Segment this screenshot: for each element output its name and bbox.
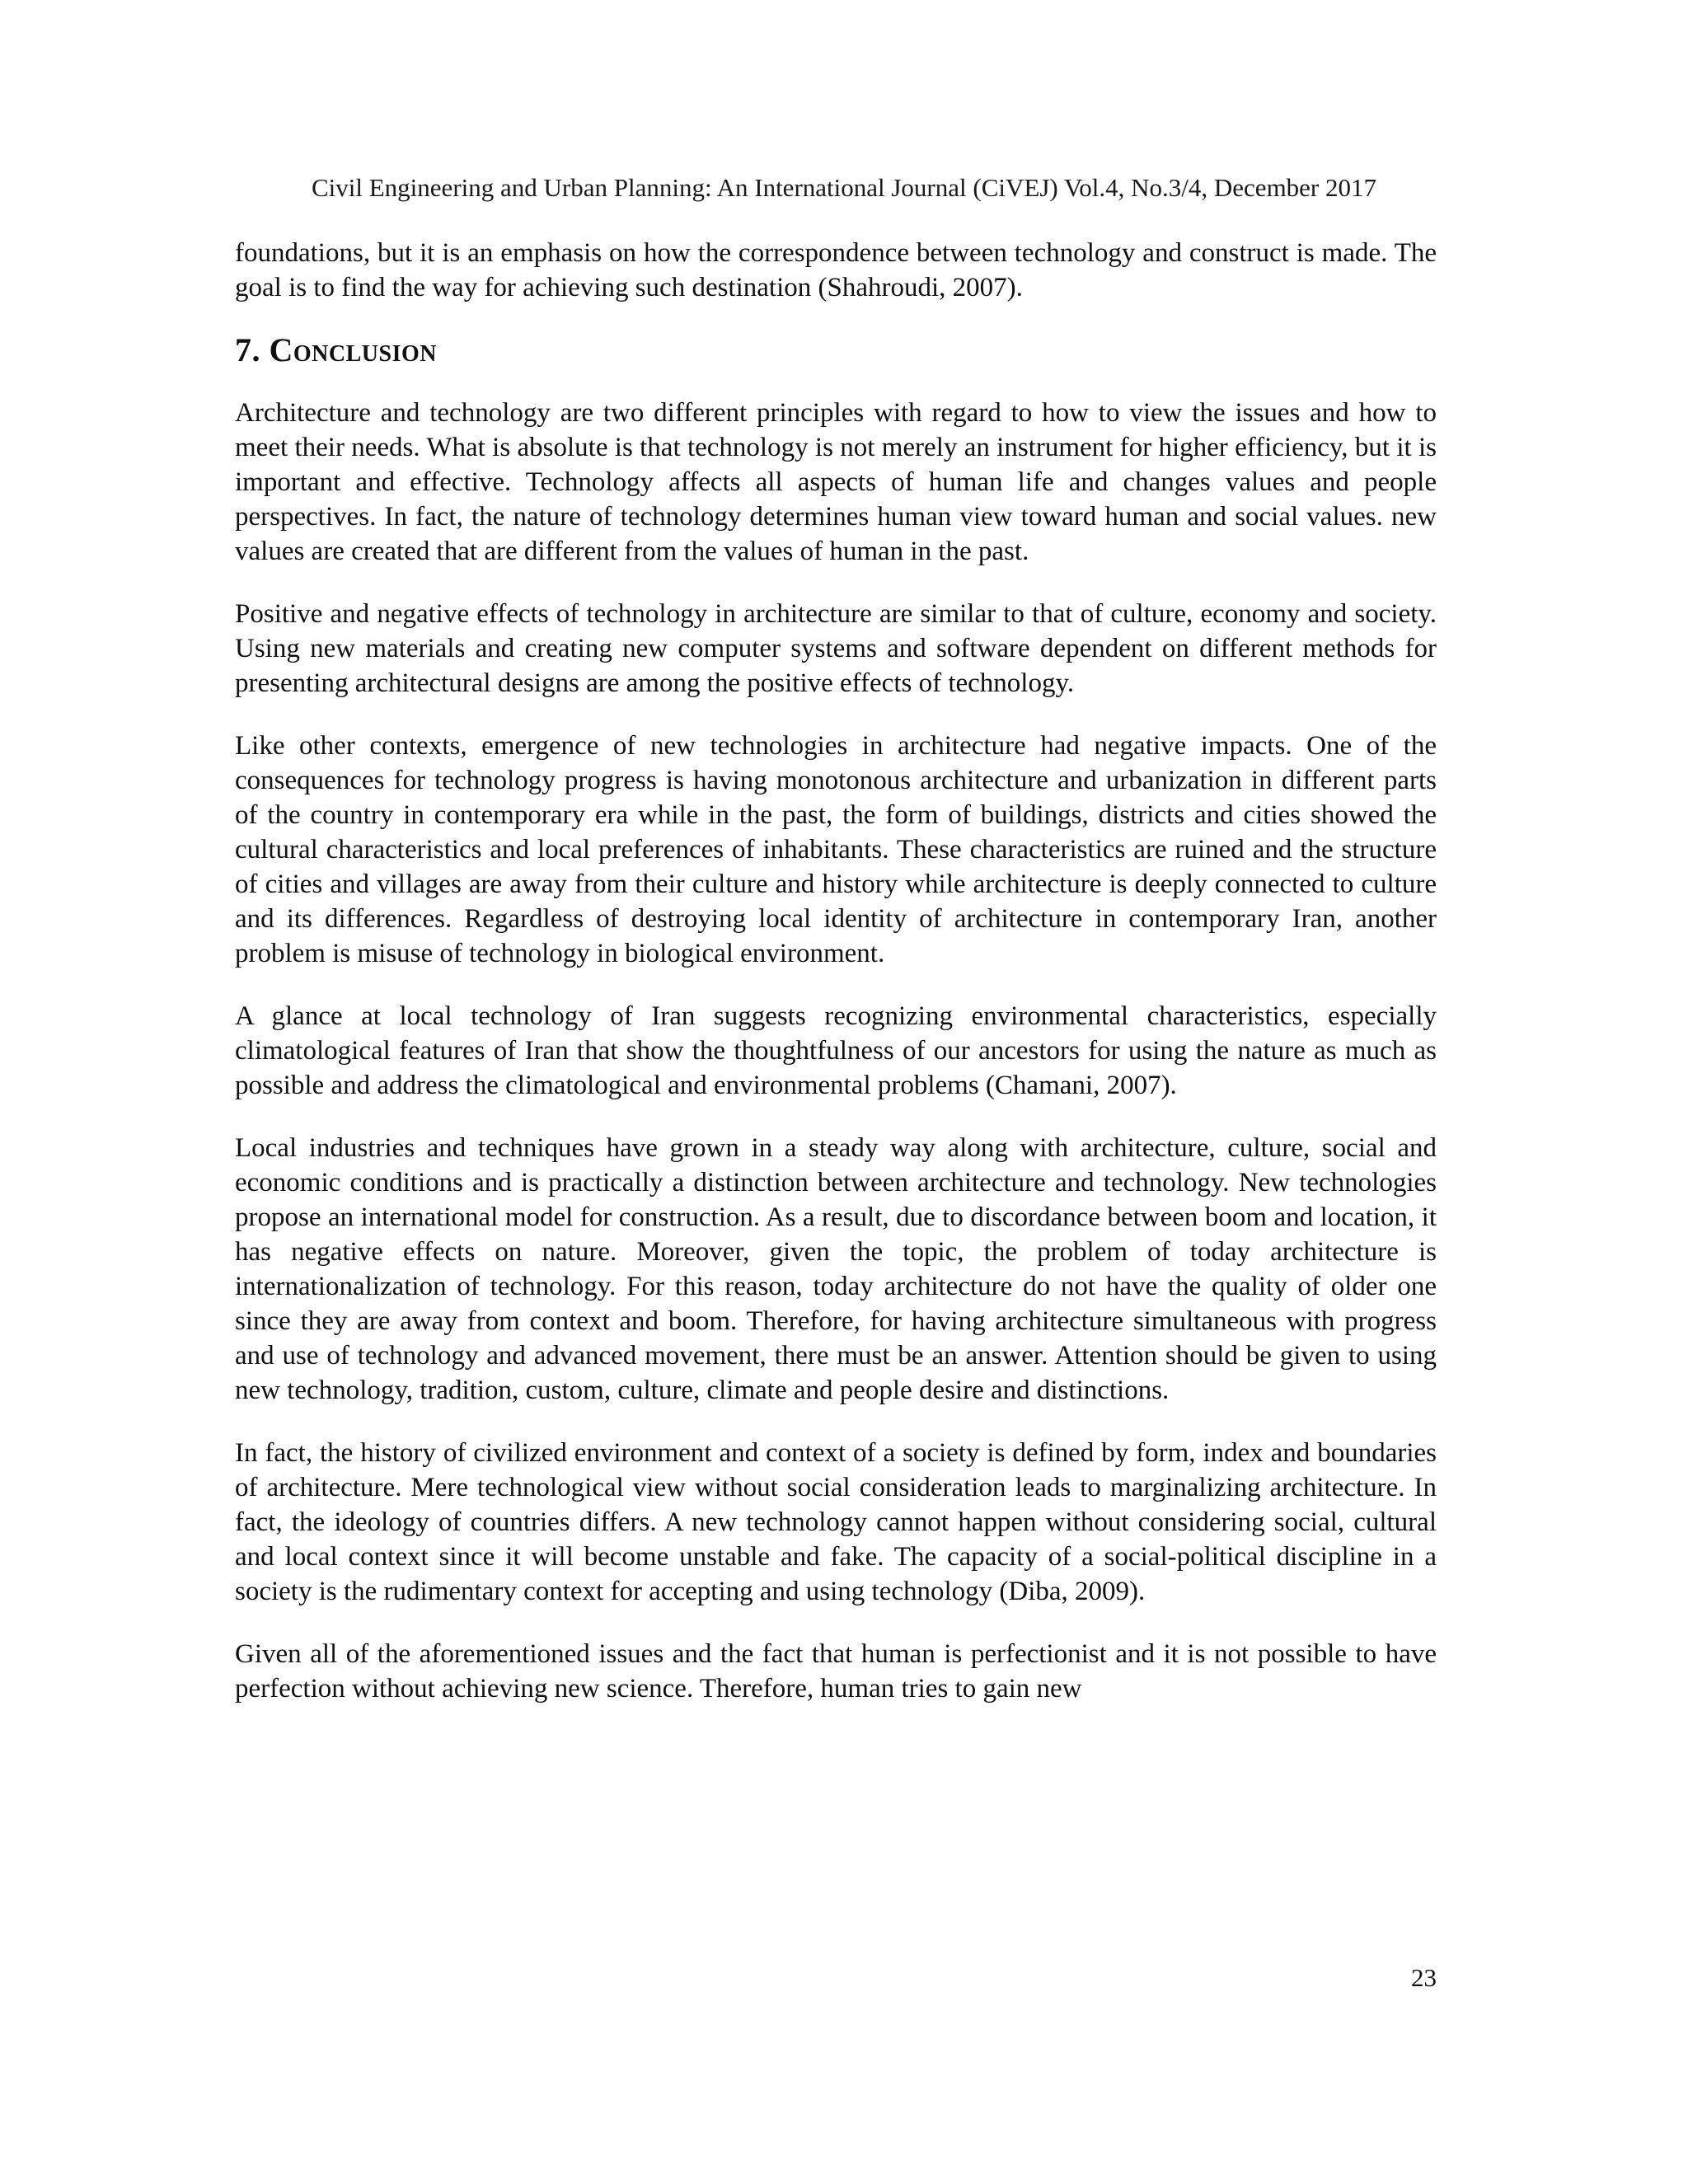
running-header: Civil Engineering and Urban Planning: An International Journal (CiVEJ) Vol.4, No.3/4, December 2017	[311, 173, 1377, 202]
paragraph: Local industries and techniques have grown in a steady way along with architecture, culture, social and economic conditions and is practically a distinction between architecture and technology. New technologies propose an international model for construction. As a result, due to discordance between boom and location, it has negative effects on nature. Moreover, given the topic, the problem of today architecture is internationalization of technology. For this reason, today architecture do not have the quality of older one since they are away from context and boom. Therefore, for having architecture simultaneous with progress and use of technology and advanced movement, there must be an answer. Attention should be given to using new technology, tradition, custom, culture, climate and people desire and distinctions.	[235, 1133, 1437, 1405]
page-number: 23	[1411, 1963, 1437, 1992]
section-number: 7.	[235, 331, 260, 368]
section-title: Conclusion	[269, 331, 437, 368]
paragraph: A glance at local technology of Iran suggests recognizing environmental characteristics, especially climatological features of Iran that show the thoughtfulness of our ancestors for using the nature as much as possible and address the climatological and environmental problems (Chamani, 2007).	[235, 1001, 1437, 1100]
body-column	[235, 236, 1437, 1734]
paragraph: In fact, the history of civilized environment and context of a society is defined by form, index and boundaries of architecture. Mere technological view without social consideration leads to marginalizing architecture. In fact, the ideology of countries differs. A new technology cannot happen without considering social, cultural and local context since it will become unstable and fake. The capacity of a social-political discipline in a society is the rudimentary context for accepting and using technology (Diba, 2009).	[235, 1438, 1437, 1606]
section-heading	[235, 330, 1437, 371]
paragraph: Like other contexts, emergence of new technologies in architecture had negative impacts. One of the consequences for technology progress is having monotonous architecture and urbanization in different parts of the country in contemporary era while in the past, the form of buildings, districts and cities showed the cultural characteristics and local preferences of inhabitants. These characteristics are ruined and the structure of cities and villages are away from their culture and history while architecture is deeply connected to culture and its differences. Regardless of destroying local identity of architecture in contemporary Iran, another problem is misuse of technology in biological environment.	[235, 731, 1437, 968]
intro-paragraph: foundations, but it is an emphasis on how the correspondence between technology and construct is made. The goal is to find the way for achieving such destination (Shahroudi, 2007).	[235, 238, 1437, 302]
paragraph: Architecture and technology are two different principles with regard to how to view the issues and how to meet their needs. What is absolute is that technology is not merely an instrument for higher efficiency, but it is important and effective. Technology affects all aspects of human life and changes values and people perspectives. In fact, the nature of technology determines human view toward human and social values. new values are created that are different from the values of human in the past.	[235, 398, 1437, 566]
paragraph: Given all of the aforementioned issues and the fact that human is perfectionist and it is not possible to have perfection without achieving new science. Therefore, human tries to gain new	[235, 1639, 1437, 1704]
paragraph: Positive and negative effects of technology in architecture are similar to that of culture, economy and society. Using new materials and creating new computer systems and software dependent on different methods for presenting architectural designs are among the positive effects of technology.	[235, 599, 1437, 698]
